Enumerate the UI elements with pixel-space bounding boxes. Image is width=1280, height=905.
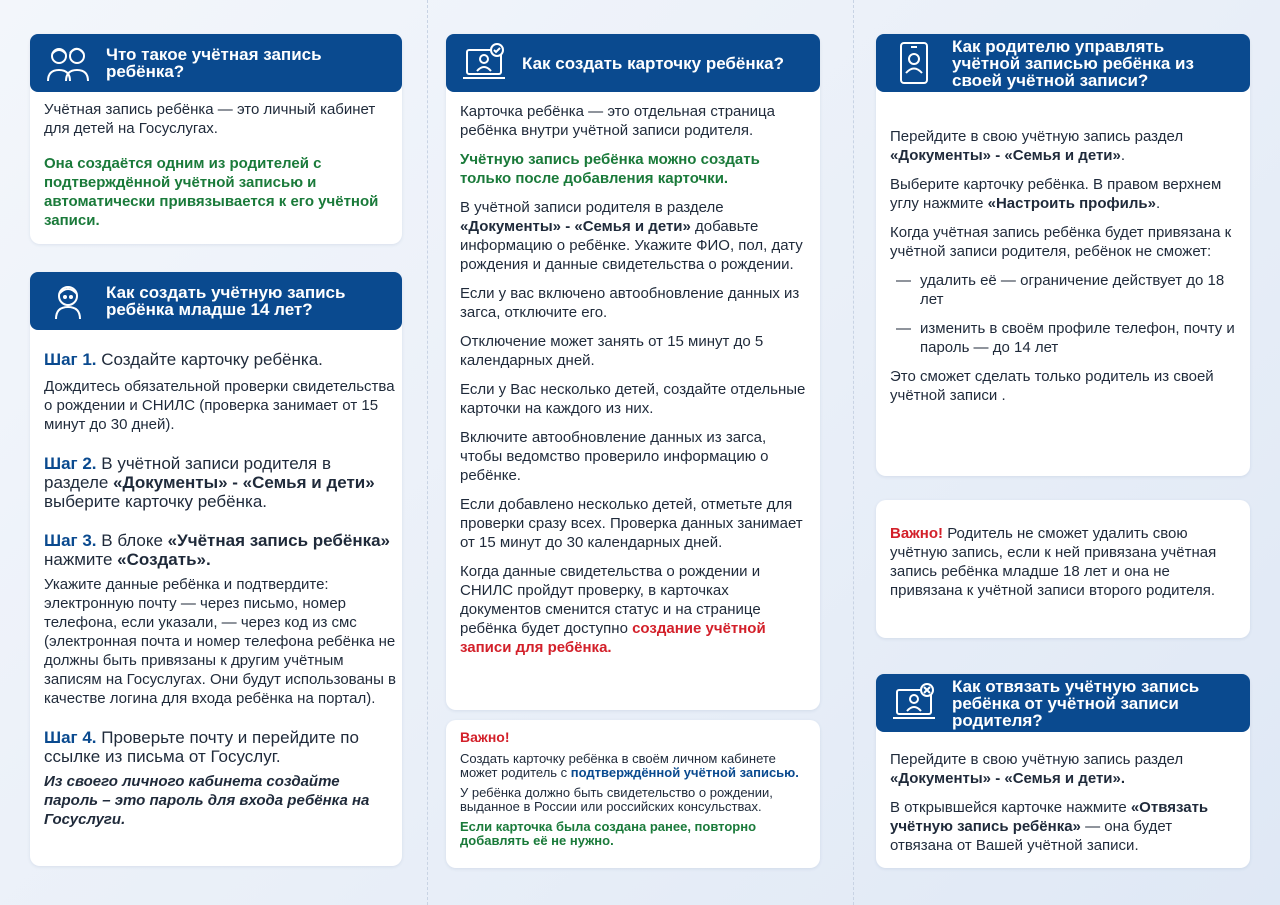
step-label: Шаг 2. (44, 454, 97, 473)
section-title: Как родителю управлять учётной записью ребёнка из своей учётной записи? (952, 36, 1194, 90)
unlink-header (876, 674, 1250, 732)
step-1-desc: Дождитесь обязательной проверки свидетельства о рождении и СНИЛС (проверка занимает от 15 минут до 30 дней). (44, 378, 395, 433)
section-ref: «Документы» - «Семья и дети». (890, 770, 1126, 787)
paragraph: Это сможет сделать только родитель из своей учётной записи . (890, 368, 1214, 404)
paragraph (890, 750, 1238, 788)
paragraph: Включите автообновление данных из загса, чтобы ведомство проверило информацию о ребёнке. (460, 429, 769, 484)
step-text: Создайте карточку ребёнка. (101, 350, 323, 369)
fold-line (853, 0, 854, 905)
list-item (896, 319, 1238, 357)
button-ref: «Настроить профиль» (987, 195, 1156, 212)
list-text: изменить в своём профиле телефон, почту и пароль — до 14 лет (920, 320, 1235, 356)
dash-marker: — (896, 320, 911, 337)
step-3 (44, 531, 396, 569)
section-title: Что такое учётная запись ребёнка? (106, 45, 322, 81)
child-icon (44, 277, 92, 325)
text: В открывшейся карточке нажмите (890, 799, 1131, 816)
laptop-check-icon (460, 39, 508, 87)
manage-body (890, 127, 1238, 415)
section-title: Как создать учётную запись ребёнка младше 14 лет? (106, 283, 346, 319)
step-text: нажмите (44, 550, 118, 569)
paragraph (890, 127, 1238, 165)
highlight-paragraph: Учётную запись ребёнка можно создать только после добавления карточки. (460, 151, 760, 187)
dash-marker: — (896, 272, 911, 289)
step-label: Шаг 4. (44, 728, 97, 747)
paragraph (890, 798, 1238, 855)
section-ref: «Документы» - «Семья и дети» (113, 473, 375, 492)
step-label: Шаг 3. (44, 531, 97, 550)
highlight-paragraph: Если карточка была создана ранее, повторно добавлять её не нужно. (460, 819, 757, 848)
step-1 (44, 350, 396, 369)
step-text: В блоке (101, 531, 168, 550)
create-card-header (446, 34, 820, 92)
button-ref: «Отвязать учётную запись ребёнка» (890, 799, 1209, 835)
section-ref: «Документы» - «Семья и дети» (890, 147, 1121, 164)
under14-body (44, 350, 396, 839)
text: Когда данные свидетельства о рождении и СНИЛС пройдут проверку, в карточках документов сменится статус и на странице ребёнка будет доступно (460, 563, 761, 637)
paragraph (460, 198, 812, 274)
paragraph: Если у Вас несколько детей, создайте отдельные карточки на каждого из них. (460, 381, 806, 417)
text: Выберите карточку ребёнка. В правом верхнем углу нажмите (890, 176, 1222, 212)
step-4 (44, 728, 396, 766)
phone-child-icon (890, 39, 938, 87)
paragraph: Отключение может занять от 15 минут до 5 календарных дней. (460, 333, 764, 369)
text: — она будет отвязана от Вашей учётной записи. (890, 818, 1173, 854)
text: Перейдите в свою учётную запись раздел (890, 128, 1184, 145)
highlight-text: создание учётной записи для ребёнка. (460, 620, 766, 656)
fold-line (427, 0, 428, 905)
paragraph (890, 175, 1238, 213)
list-text: удалить её — ограничение действует до 18 лет (920, 272, 1225, 308)
section-ref: «Документы» - «Семья и дети» (460, 218, 691, 235)
paragraph: Карточка ребёнка — это отдельная страница ребёнка внутри учётной записи родителя. (460, 103, 775, 139)
laptop-remove-icon (890, 679, 938, 727)
manage-header (876, 34, 1250, 92)
paragraph: У ребёнка должно быть свидетельство о рождении, выданное в России или российских консульствах. (460, 785, 773, 814)
text: Создать карточку ребёнка в своём личном кабинете может родитель с (460, 751, 776, 780)
step-text: В учётной записи родителя в разделе (44, 454, 331, 492)
step-3-desc: Укажите данные ребёнка и подтвердите: электронную почту — через письмо, номер телефона, если указали, — через код из смс (электронная почта и номер телефона ребёнка не должны быть привязаны к другим учётным записям на Госуслугах. Они будут использованы в качестве логина для входа ребёнка на портал). (44, 576, 397, 707)
step-label: Шаг 1. (44, 350, 97, 369)
step-text: выберите карточку ребёнка. (44, 492, 267, 511)
important-title: Важно! (460, 729, 510, 745)
paragraph: Учётная запись ребёнка — это личный кабинет для детей на Госуслугах. (44, 101, 376, 137)
important-body (460, 728, 812, 858)
button-ref: «Создать». (117, 550, 211, 569)
paragraph: Если у вас включено автообновление данных из загса, отключите его. (460, 285, 800, 321)
paragraph (460, 562, 812, 657)
what-is-account-body (44, 100, 384, 240)
paragraph: Когда учётная запись ребёнка будет привязана к учётной записи родителя, ребёнок не сможет: (890, 224, 1232, 260)
create-card-body (460, 102, 812, 667)
warning-label: Важно! (890, 525, 944, 542)
section-title: Как отвязать учётную запись ребёнка от учётной записи родителя? (952, 676, 1200, 730)
text: . (1120, 147, 1126, 164)
unlink-body (890, 750, 1238, 865)
under14-header (30, 272, 402, 330)
paragraph: Если добавлено несколько детей, отметьте для проверки сразу всех. Проверка данных занимает от 15 минут до 30 календарных дней. (460, 496, 803, 551)
block-ref: «Учётная запись ребёнка» (167, 531, 390, 550)
what-is-account-header (30, 34, 402, 92)
paragraph (890, 524, 1238, 600)
paragraph (460, 752, 812, 780)
section-title: Как создать карточку ребёнка? (522, 53, 785, 73)
text: . (1155, 195, 1161, 212)
step-4-note: Из своего личного кабинета создайте пароль – это пароль для входа ребёнка на Госуслуги. (44, 773, 370, 828)
text: Родитель не сможет удалить свою учётную запись, если к ней привязана учётная запись ребёнка младше 18 лет и она не привязана к учётной записи второго родителя. (890, 525, 1217, 599)
text: В учётной записи родителя в разделе (460, 199, 724, 216)
list-item (896, 271, 1238, 309)
text: Перейдите в свою учётную запись раздел (890, 751, 1184, 768)
warning-body (890, 524, 1238, 610)
highlight-paragraph: Она создаётся одним из родителей с подтверждённой учётной записью и автоматически привязывается к его учётной записи. (44, 155, 379, 229)
highlight-text: подтверждённой учётной записью. (570, 765, 799, 780)
step-text: Проверьте почту и перейдите по ссылке из письма от Госуслуг. (44, 728, 359, 766)
step-2 (44, 454, 396, 511)
children-icon (44, 39, 92, 87)
text: добавьте информацию о ребёнке. Укажите ФИО, пол, дату рождения и данные свидетельства о рождении. (460, 218, 803, 273)
